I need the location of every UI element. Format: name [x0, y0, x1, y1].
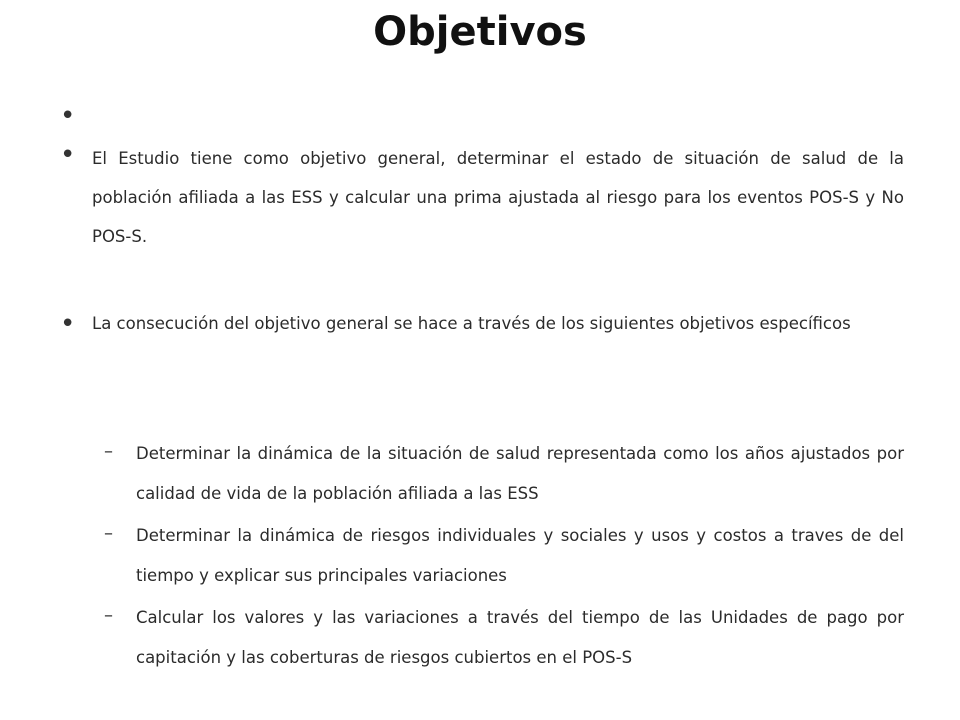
slide-title: Objetivos: [373, 9, 587, 55]
sub-bullet-text-payment-units: Calcular los valores y las variaciones a través del tiempo de las Unidades de pago por capitación y las coberturas de riesgos cubiertos en el POS-S: [136, 608, 904, 667]
bullet-text-general-objective: El Estudio tiene como objetivo general, determinar el estado de situación de salud de la población afiliada a las ESS y calcular una prima ajustada al riesgo para los eventos POS-S y No POS-S.: [92, 149, 904, 246]
sub-bullet-text-risk-dynamics: Determinar la dinámica de riesgos individuales y sociales y usos y costos a traves de del tiempo y explicar sus principales variaciones: [136, 526, 904, 585]
sub-bullet-text-health-dynamics: Determinar la dinámica de la situación de salud representada como los años ajustados por calidad de vida de la población afiliada a las ESS: [136, 444, 904, 503]
sub-bullet-marker: –: [104, 441, 113, 462]
bullet-marker: •: [60, 101, 76, 131]
sub-bullet-marker: –: [104, 523, 113, 544]
bullet-text-specific-intro: La consecución del objetivo general se hace a través de los siguientes objetivos específicos: [92, 314, 851, 333]
bullet-marker: •: [60, 309, 76, 339]
bullet-marker: •: [60, 140, 76, 170]
sub-bullet-marker: –: [104, 605, 113, 626]
